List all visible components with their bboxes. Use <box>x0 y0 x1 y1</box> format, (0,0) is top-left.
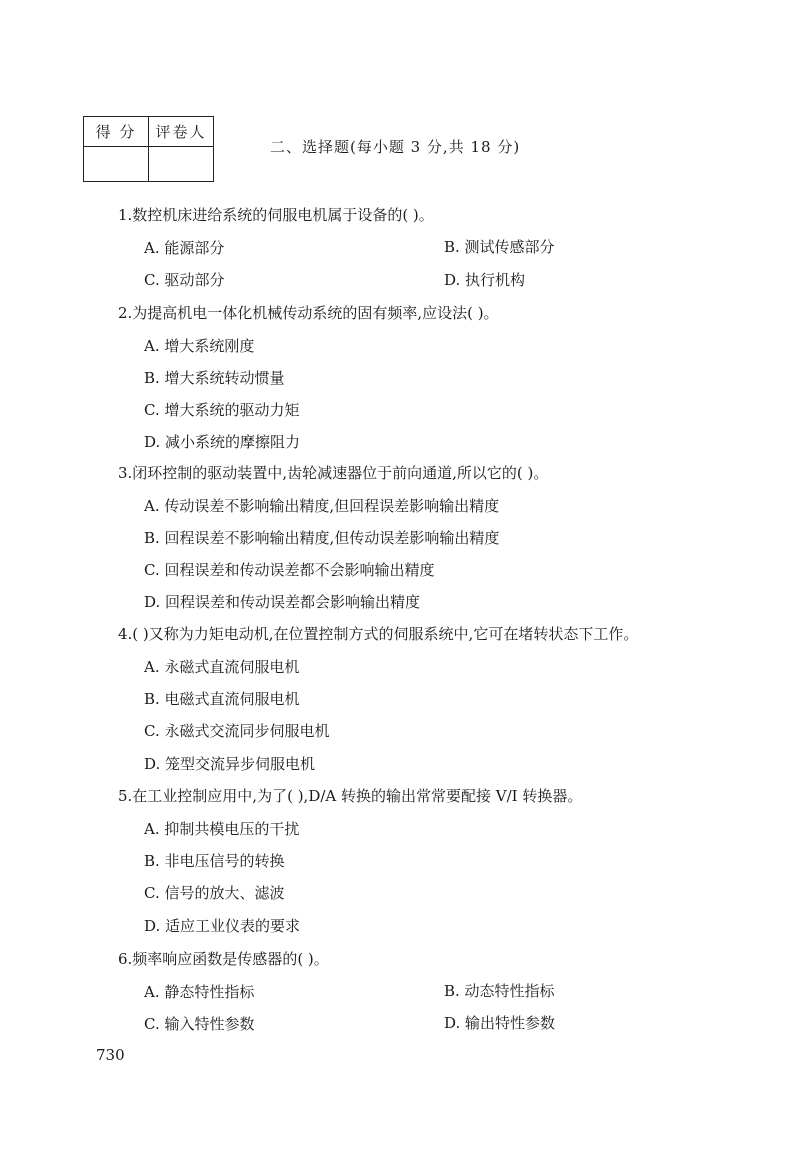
grader-cell <box>149 147 214 182</box>
question-4-option-b: B. 电磁式直流伺服电机 <box>144 690 300 708</box>
question-4-option-c: C. 永磁式交流同步伺服电机 <box>144 722 330 740</box>
question-5-option-d: D. 适应工业仪表的要求 <box>144 917 301 935</box>
question-6: 6.频率响应函数是传感器的( )。 <box>118 950 329 968</box>
score-box <box>83 116 214 182</box>
score-cell <box>84 147 149 182</box>
question-6-option-a: A. 静态特性指标 <box>144 983 255 1001</box>
question-2-option-b: B. 增大系统转动惯量 <box>144 369 285 387</box>
question-1: 1.数控机床进给系统的伺服电机属于设备的( )。 <box>118 206 434 224</box>
question-1-option-c: C. 驱动部分 <box>144 271 225 289</box>
question-3-option-a: A. 传动误差不影响输出精度,但回程误差影响输出精度 <box>144 497 500 515</box>
question-4-option-d: D. 笼型交流异步伺服电机 <box>144 755 316 773</box>
question-3-option-d: D. 回程误差和传动误差都会影响输出精度 <box>144 593 421 611</box>
score-header: 得 分 <box>84 117 149 147</box>
page-number: 730 <box>96 1046 125 1064</box>
question-2-option-d: D. 减小系统的摩擦阻力 <box>144 433 301 451</box>
question-5-option-c: C. 信号的放大、滤波 <box>144 884 285 902</box>
section-title: 二、选择题(每小题 3 分,共 18 分) <box>270 138 521 156</box>
question-1-option-d: D. 执行机构 <box>444 271 526 289</box>
question-2-option-c: C. 增大系统的驱动力矩 <box>144 401 300 419</box>
question-4-option-a: A. 永磁式直流伺服电机 <box>144 658 300 676</box>
question-4: 4.( )又称为力矩电动机,在位置控制方式的伺服系统中,它可在堵转状态下工作。 <box>118 625 639 643</box>
question-3-option-c: C. 回程误差和传动误差都不会影响输出精度 <box>144 561 435 579</box>
question-1-option-a: A. 能源部分 <box>144 239 225 257</box>
question-2: 2.为提高机电一体化机械传动系统的固有频率,应设法( )。 <box>118 304 499 322</box>
question-5: 5.在工业控制应用中,为了( ),D/A 转换的输出常常要配接 V/I 转换器。 <box>118 787 583 805</box>
question-6-option-c: C. 输入特性参数 <box>144 1015 255 1033</box>
question-3-option-b: B. 回程误差不影响输出精度,但传动误差影响输出精度 <box>144 529 500 547</box>
grader-header: 评卷人 <box>149 117 214 147</box>
question-2-option-a: A. 增大系统刚度 <box>144 337 255 355</box>
question-6-option-d: D. 输出特性参数 <box>444 1014 556 1032</box>
question-1-option-b: B. 测试传感部分 <box>444 238 555 256</box>
question-5-option-a: A. 抑制共模电压的干扰 <box>144 820 300 838</box>
question-3: 3.闭环控制的驱动装置中,齿轮减速器位于前向通道,所以它的( )。 <box>118 464 549 482</box>
question-6-option-b: B. 动态特性指标 <box>444 982 555 1000</box>
question-5-option-b: B. 非电压信号的转换 <box>144 852 285 870</box>
